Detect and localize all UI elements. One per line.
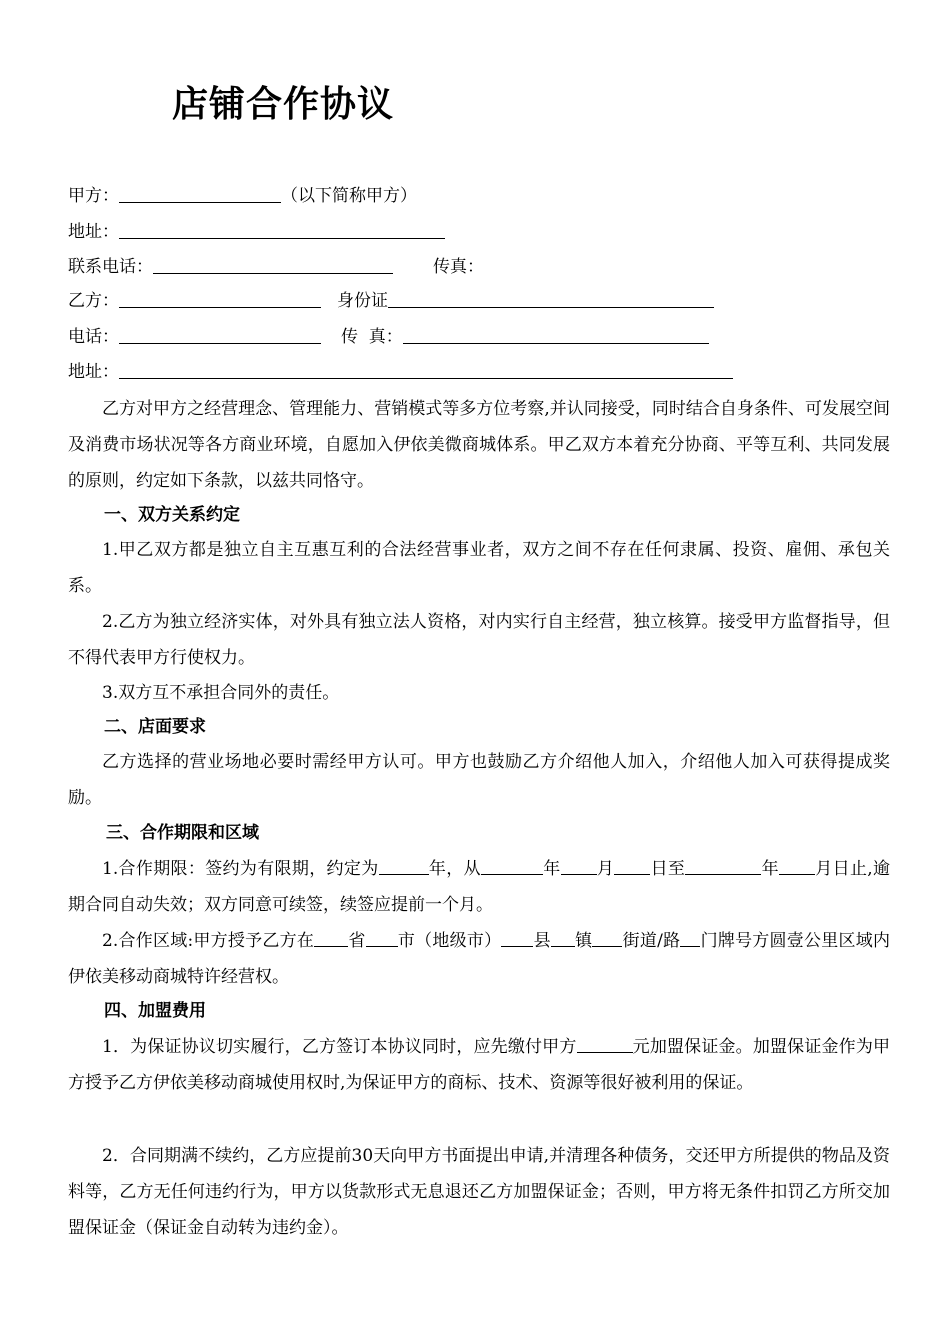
address-1-blank[interactable]	[119, 220, 445, 239]
phone-2-line	[68, 323, 709, 349]
address-2-line	[68, 358, 733, 384]
phone-1-blank[interactable]	[153, 255, 393, 274]
section-2-item-1: 乙方选择的营业场地必要时需经甲方认可。甲方也鼓励乙方介绍他人加入，介绍他人加入可获得提成奖励。	[68, 752, 890, 808]
section-1-item-3: 3.双方互不承担合同外的责任。	[102, 683, 340, 703]
section-4-item-1	[68, 1029, 890, 1101]
id-blank[interactable]	[388, 289, 714, 308]
term-text-d: 月	[596, 859, 615, 879]
section-1-item-1: 1.甲乙双方都是独立自主互惠互利的合法经营事业者，双方之间不存在任何隶属、投资、雇佣、承包关系。	[68, 540, 890, 596]
party-b-blank[interactable]	[119, 289, 321, 308]
fax-2-blank[interactable]	[403, 325, 709, 344]
area-text-c: 市（地级市）	[397, 931, 502, 951]
section-4-heading: 四、加盟费用	[104, 1001, 206, 1021]
county-blank[interactable]	[501, 930, 533, 947]
section-3-item-1	[68, 851, 890, 923]
deposit-amount-blank[interactable]	[577, 1036, 633, 1053]
party-a-blank[interactable]	[119, 184, 281, 203]
phone-2-blank[interactable]	[119, 325, 321, 344]
party-a-label: 甲方：	[68, 186, 119, 206]
section-3-heading: 三、合作期限和区域	[106, 823, 259, 843]
id-label: 身份证	[337, 291, 388, 311]
street-blank[interactable]	[592, 930, 622, 947]
intro-paragraph: 乙方对甲方之经营理念、管理能力、营销模式等多方位考察,并认同接受，同时结合自身条件、可发展空间及消费市场状况等各方商业环境，自愿加入伊依美微商城体系。甲乙双方本着充分协商、平等互利、共同发展的原则，约定如下条款，以兹共同恪守。	[68, 399, 890, 491]
area-text-d: 县	[533, 931, 551, 951]
area-text-e: 镇	[574, 931, 593, 951]
section-3-item-2	[68, 923, 890, 995]
term-text-h: 日止,逾期合同自动失效；双方同意可续签，续签应提前一个月。	[68, 859, 891, 915]
section-1-item-2: 2.乙方为独立经济实体，对外具有独立法人资格，对内实行自主经营，独立核算。接受甲方监督指导，但不得代表甲方行使权力。	[68, 612, 890, 668]
area-text-b: 省	[348, 931, 366, 951]
term-text-f: 年	[761, 859, 779, 879]
document-title: 店铺合作协议	[172, 84, 395, 125]
term-text-b: 年，从	[428, 859, 481, 879]
house-number-blank[interactable]	[680, 930, 700, 947]
term-text-c: 年	[542, 859, 561, 879]
start-day-blank[interactable]	[614, 858, 650, 875]
fee-text-b: 元加盟保证金。加盟保证金作为甲方授予乙方伊依美移动商城使用权时,为保证甲方的商标、技术、资源等很好被利用的保证。	[68, 1037, 891, 1093]
party-b-label: 乙方：	[68, 291, 119, 311]
address-1-line	[68, 218, 445, 244]
address-2-label: 地址：	[68, 362, 119, 382]
town-blank[interactable]	[551, 930, 575, 947]
area-text-a: 2.合作区域:甲方授予乙方在	[102, 931, 315, 951]
address-2-blank[interactable]	[119, 360, 733, 379]
end-year-blank[interactable]	[685, 858, 761, 875]
end-month-blank[interactable]	[779, 858, 815, 875]
term-text-g: 月	[814, 859, 833, 879]
party-a-line	[68, 182, 417, 208]
start-year-blank[interactable]	[481, 858, 543, 875]
phone-2-label: 电话：	[68, 327, 119, 347]
fax-2-label: 传 真：	[341, 327, 403, 347]
fax-1-label: 传真：	[433, 257, 484, 277]
term-years-blank[interactable]	[379, 858, 429, 875]
province-blank[interactable]	[314, 930, 348, 947]
phone-1-line	[68, 253, 484, 279]
address-1-label: 地址：	[68, 222, 119, 242]
phone-1-label: 联系电话：	[68, 257, 153, 277]
term-text-a: 1.合作期限：签约为有限期，约定为	[102, 859, 379, 879]
section-4-item-2: 2．合同期满不续约，乙方应提前30天向甲方书面提出申请,并清理各种债务，交还甲方所提供的物品及资料等，乙方无任何违约行为，甲方以货款形式无息退还乙方加盟保证金；否则，甲方将无条件扣罚乙方所交加盟保证金（保证金自动转为违约金）。	[68, 1146, 890, 1238]
party-b-line	[68, 287, 714, 313]
fee-text-a: 1．为保证协议切实履行，乙方签订本协议同时，应先缴付甲方	[102, 1037, 577, 1057]
party-a-note: （以下简称甲方）	[281, 186, 417, 206]
area-text-f: 街道/路	[622, 931, 681, 951]
city-blank[interactable]	[366, 930, 398, 947]
area-text-g: 门牌号方圆壹公里区域内伊依美移动商城特许经营权。	[68, 931, 891, 987]
start-month-blank[interactable]	[561, 858, 597, 875]
section-2-heading: 二、店面要求	[104, 717, 206, 737]
term-text-e: 日至	[650, 859, 686, 879]
section-1-heading: 一、双方关系约定	[104, 505, 240, 525]
